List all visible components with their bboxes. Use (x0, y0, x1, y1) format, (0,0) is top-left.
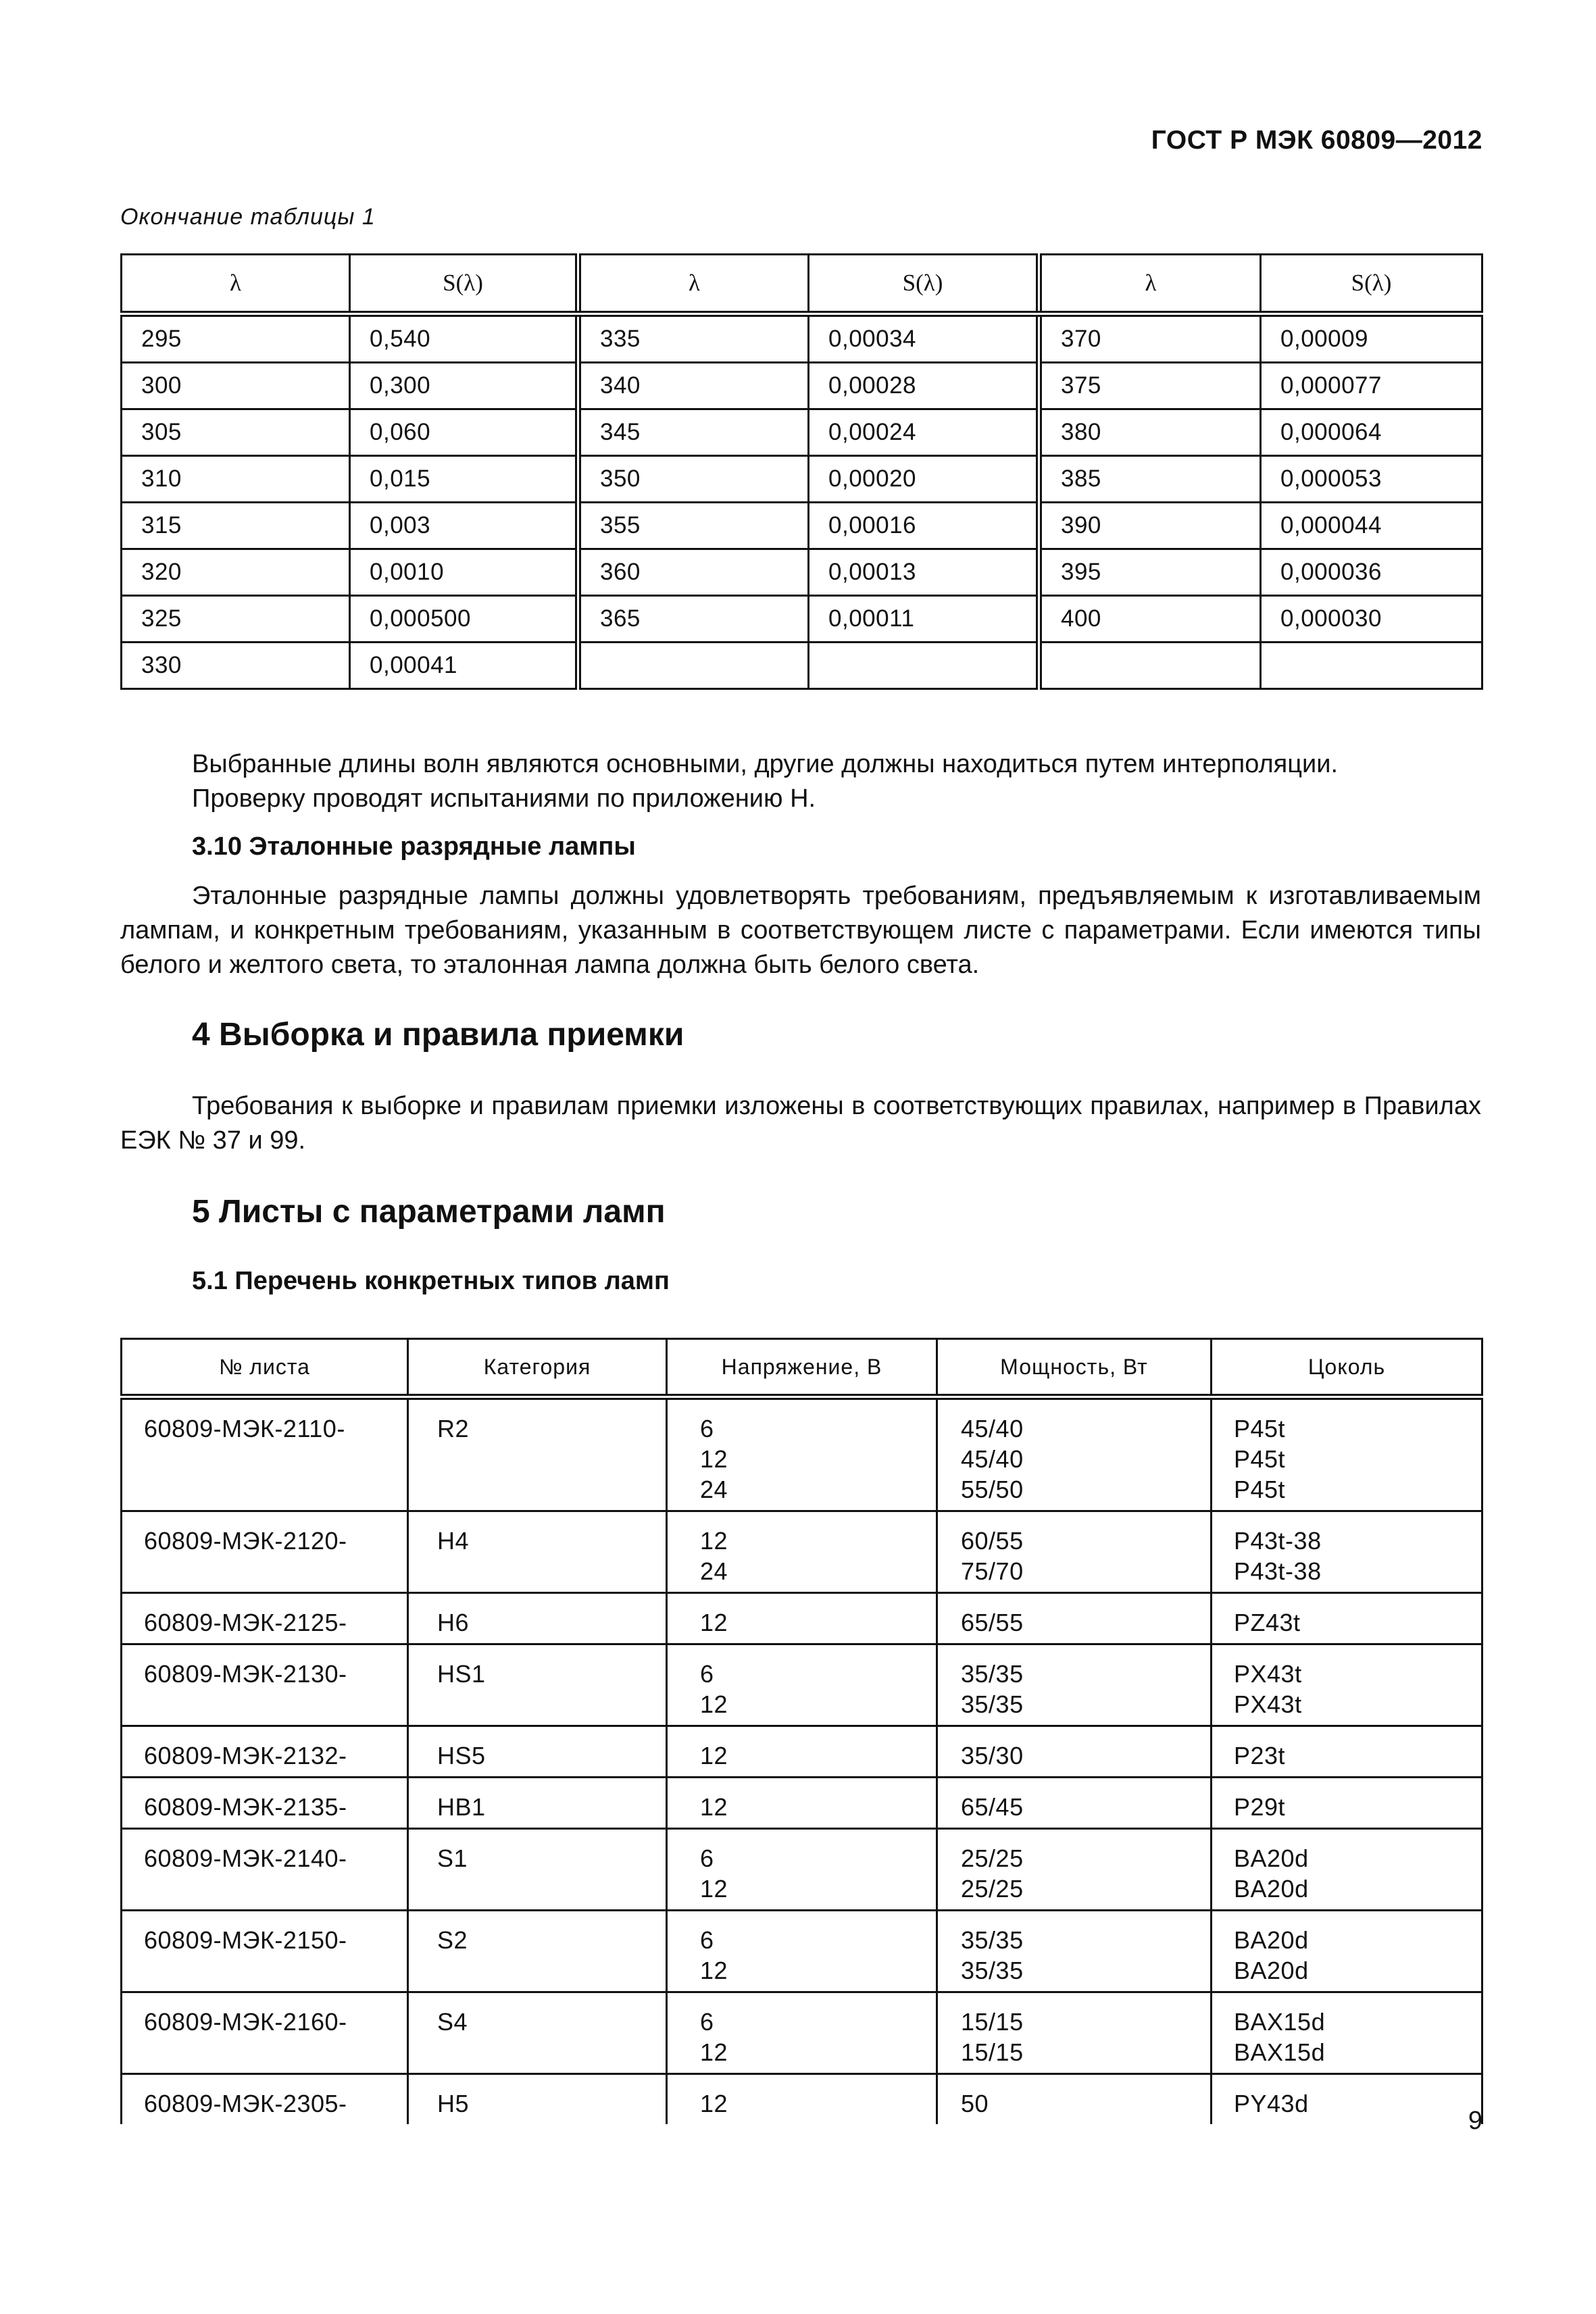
cell-base (1212, 1911, 1482, 1992)
cell-wavelength: 375 (1039, 363, 1261, 409)
page-number: 9 (1468, 2107, 1482, 2135)
cell-power (937, 1829, 1212, 1911)
cell-wavelength: 350 (578, 456, 809, 503)
cell-base-line: PZ43t (1234, 1609, 1301, 1636)
cell-s-lambda: 0,000064 (1261, 409, 1482, 456)
cell-wavelength: 395 (1039, 549, 1261, 596)
cell-wavelength: 305 (122, 409, 350, 456)
cell-s-lambda: 0,00024 (809, 409, 1039, 456)
cell-wavelength: 400 (1039, 596, 1261, 643)
cell-wavelength: 355 (578, 503, 809, 549)
cell-base-line: BA20d (1234, 1844, 1309, 1872)
cell-power-line: 35/35 (961, 1926, 1024, 1954)
cell-base (1212, 1511, 1482, 1593)
cell-wavelength: 385 (1039, 456, 1261, 503)
cell-s-lambda: 0,003 (350, 503, 578, 549)
cell-base-line: PX43t (1234, 1690, 1302, 1718)
cell-base (1212, 2074, 1482, 2125)
cell-voltage-line: 12 (700, 1445, 728, 1473)
cell-voltage-line: 12 (700, 2090, 728, 2117)
cell-power (937, 1726, 1212, 1778)
cell-voltage-line: 6 (700, 2008, 714, 2036)
section-heading-3-10: 3.10 Эталонные разрядные лампы (192, 832, 636, 861)
cell-sheet-number: 60809-МЭК-2132- (122, 1726, 408, 1778)
lamp-table-header (122, 1339, 1482, 1397)
cell-category: R2 (408, 1397, 667, 1511)
cell-s-lambda: 0,015 (350, 456, 578, 503)
cell-s-lambda: 0,00011 (809, 596, 1039, 643)
cell-voltage-line: 12 (700, 1875, 728, 1903)
cell-power-line: 65/45 (961, 1793, 1024, 1821)
cell-voltage (667, 1593, 937, 1644)
cell-voltage-line: 12 (700, 2038, 728, 2066)
cell-sheet-number: 60809-МЭК-2140- (122, 1829, 408, 1911)
cell-s-lambda: 0,000053 (1261, 456, 1482, 503)
cell-voltage (667, 1778, 937, 1829)
lamp-table-row (122, 1992, 1482, 2074)
cell-voltage-line: 12 (700, 1742, 728, 1769)
cell-s-lambda (809, 643, 1039, 689)
cell-power-line: 55/50 (961, 1476, 1024, 1503)
cell-sheet-number: 60809-МЭК-2150- (122, 1911, 408, 1992)
cell-s-lambda: 0,00041 (350, 643, 578, 689)
cell-base-line: BAX15d (1234, 2008, 1326, 2036)
cell-sheet-number: 60809-МЭК-2135- (122, 1778, 408, 1829)
cell-power (937, 1511, 1212, 1593)
cell-power (937, 1644, 1212, 1726)
cell-wavelength: 330 (122, 643, 350, 689)
cell-category: S4 (408, 1992, 667, 2074)
cell-base-line: P45t (1234, 1415, 1286, 1442)
cell-base-line: PX43t (1234, 1660, 1302, 1688)
cell-voltage-line: 12 (700, 1609, 728, 1636)
header-lambda: λ (1039, 255, 1261, 314)
paragraph-wavelengths: Выбранные длины волн являются основными, другие должны находиться путем интерполяции. (192, 750, 1339, 778)
cell-wavelength: 320 (122, 549, 350, 596)
cell-voltage (667, 1397, 937, 1511)
cell-s-lambda: 0,300 (350, 363, 578, 409)
section-heading-4: 4 Выборка и правила приемки (192, 1017, 684, 1053)
cell-voltage-line: 24 (700, 1476, 728, 1503)
spectral-table-row (122, 643, 1482, 689)
cell-voltage-line: 6 (700, 1926, 714, 1954)
header-sheet-number: № листа (122, 1339, 408, 1397)
spectral-table-header (122, 255, 1482, 314)
cell-wavelength: 295 (122, 314, 350, 363)
cell-power (937, 1397, 1212, 1511)
header-s-lambda: S(λ) (350, 255, 578, 314)
cell-base-line: P45t (1234, 1445, 1286, 1473)
cell-category: S2 (408, 1911, 667, 1992)
paragraph-reference-lamps: Эталонные разрядные лампы должны удовлетворять требованиям, предъявляемым к изготавливаемым лампам, и конкретным требованиям, указанным в соответствующем листе с параметрами. Если имеются типы белого и желтого света, то эталонная лампа должна быть белого света. (120, 882, 1481, 979)
cell-s-lambda: 0,00013 (809, 549, 1039, 596)
lamp-table-row (122, 1644, 1482, 1726)
cell-sheet-number: 60809-МЭК-2305- (122, 2074, 408, 2125)
cell-s-lambda: 0,00034 (809, 314, 1039, 363)
cell-s-lambda: 0,000030 (1261, 596, 1482, 643)
cell-category: HS1 (408, 1644, 667, 1726)
cell-power-line: 15/15 (961, 2008, 1024, 2036)
cell-power-line: 60/55 (961, 1527, 1024, 1555)
cell-sheet-number: 60809-МЭК-2130- (122, 1644, 408, 1726)
lamp-table-row (122, 1511, 1482, 1593)
cell-category: HB1 (408, 1778, 667, 1829)
cell-base (1212, 1593, 1482, 1644)
table-caption: Окончание таблицы 1 (120, 204, 376, 230)
cell-voltage-line: 12 (700, 1690, 728, 1718)
section-heading-5: 5 Листы с параметрами ламп (192, 1194, 666, 1230)
cell-wavelength: 315 (122, 503, 350, 549)
cell-base-line: P29t (1234, 1793, 1286, 1821)
cell-s-lambda: 0,000077 (1261, 363, 1482, 409)
cell-base-line: BA20d (1234, 1957, 1309, 1984)
cell-base (1212, 1397, 1482, 1511)
cell-base-line: P45t (1234, 1476, 1286, 1503)
cell-sheet-number: 60809-МЭК-2120- (122, 1511, 408, 1593)
cell-voltage-line: 12 (700, 1527, 728, 1555)
header-lambda: λ (578, 255, 809, 314)
cell-voltage (667, 1511, 937, 1593)
cell-sheet-number: 60809-МЭК-2160- (122, 1992, 408, 2074)
spectral-table-row (122, 549, 1482, 596)
cell-power (937, 1593, 1212, 1644)
cell-voltage (667, 1644, 937, 1726)
lamp-table-row (122, 1778, 1482, 1829)
cell-base (1212, 1644, 1482, 1726)
cell-s-lambda: 0,0010 (350, 549, 578, 596)
cell-sheet-number: 60809-МЭК-2125- (122, 1593, 408, 1644)
lamp-table-row (122, 1726, 1482, 1778)
cell-power (937, 1778, 1212, 1829)
cell-base (1212, 1726, 1482, 1778)
spectral-table (120, 253, 1483, 690)
cell-power-line: 25/25 (961, 1875, 1024, 1903)
cell-wavelength: 360 (578, 549, 809, 596)
cell-category: S1 (408, 1829, 667, 1911)
header-power: Мощность, Вт (937, 1339, 1212, 1397)
cell-wavelength: 325 (122, 596, 350, 643)
cell-s-lambda: 0,00020 (809, 456, 1039, 503)
cell-sheet-number: 60809-МЭК-2110- (122, 1397, 408, 1511)
header-s-lambda: S(λ) (809, 255, 1039, 314)
header-voltage: Напряжение, В (667, 1339, 937, 1397)
cell-base-line: P43t-38 (1234, 1527, 1322, 1555)
cell-s-lambda: 0,00009 (1261, 314, 1482, 363)
cell-base-line: BA20d (1234, 1875, 1309, 1903)
cell-power-line: 35/35 (961, 1690, 1024, 1718)
cell-voltage-line: 6 (700, 1415, 714, 1442)
cell-wavelength: 345 (578, 409, 809, 456)
cell-base-line: BA20d (1234, 1926, 1309, 1954)
cell-power-line: 45/40 (961, 1445, 1024, 1473)
cell-power-line: 75/70 (961, 1557, 1024, 1585)
cell-s-lambda: 0,060 (350, 409, 578, 456)
spectral-table-row (122, 596, 1482, 643)
cell-wavelength: 335 (578, 314, 809, 363)
header-s-lambda: S(λ) (1261, 255, 1482, 314)
cell-power (937, 2074, 1212, 2125)
cell-wavelength (578, 643, 809, 689)
cell-s-lambda: 0,000500 (350, 596, 578, 643)
spectral-table-row (122, 503, 1482, 549)
cell-voltage (667, 1992, 937, 2074)
cell-wavelength (1039, 643, 1261, 689)
cell-s-lambda: 0,000044 (1261, 503, 1482, 549)
cell-power-line: 35/35 (961, 1957, 1024, 1984)
cell-wavelength: 340 (578, 363, 809, 409)
header-base: Цоколь (1212, 1339, 1482, 1397)
cell-voltage-line: 6 (700, 1660, 714, 1688)
cell-s-lambda: 0,000036 (1261, 549, 1482, 596)
cell-category: HS5 (408, 1726, 667, 1778)
lamp-table-row (122, 2074, 1482, 2125)
cell-power-line: 15/15 (961, 2038, 1024, 2066)
cell-power-line: 45/40 (961, 1415, 1024, 1442)
cell-power (937, 1911, 1212, 1992)
cell-voltage-line: 24 (700, 1557, 728, 1585)
cell-voltage (667, 1829, 937, 1911)
header-category: Категория (408, 1339, 667, 1397)
section-heading-5-1: 5.1 Перечень конкретных типов ламп (192, 1267, 670, 1295)
lamp-table-row (122, 1397, 1482, 1511)
cell-s-lambda: 0,540 (350, 314, 578, 363)
cell-voltage (667, 1726, 937, 1778)
cell-power-line: 25/25 (961, 1844, 1024, 1872)
cell-s-lambda: 0,00028 (809, 363, 1039, 409)
cell-base-line: P43t-38 (1234, 1557, 1322, 1585)
cell-s-lambda: 0,00016 (809, 503, 1039, 549)
cell-s-lambda (1261, 643, 1482, 689)
cell-power-line: 35/30 (961, 1742, 1024, 1769)
cell-voltage-line: 12 (700, 1793, 728, 1821)
spectral-table-row (122, 456, 1482, 503)
cell-wavelength: 365 (578, 596, 809, 643)
cell-voltage-line: 12 (700, 1957, 728, 1984)
spectral-table-row (122, 409, 1482, 456)
lamp-table-row (122, 1829, 1482, 1911)
paragraph-sampling: Требования к выборке и правилам приемки изложены в соответствующих правилах, например в Правилах ЕЭК № 37 и 99. (120, 1092, 1481, 1155)
cell-base (1212, 1992, 1482, 2074)
spectral-table-row (122, 314, 1482, 363)
cell-power-line: 35/35 (961, 1660, 1024, 1688)
spectral-table-row (122, 363, 1482, 409)
cell-voltage (667, 2074, 937, 2125)
cell-wavelength: 310 (122, 456, 350, 503)
cell-voltage-line: 6 (700, 1844, 714, 1872)
header-lambda: λ (122, 255, 350, 314)
cell-wavelength: 380 (1039, 409, 1261, 456)
cell-wavelength: 300 (122, 363, 350, 409)
cell-base (1212, 1829, 1482, 1911)
cell-power-line: 65/55 (961, 1609, 1024, 1636)
cell-wavelength: 370 (1039, 314, 1261, 363)
document-code: ГОСТ Р МЭК 60809—2012 (1151, 126, 1482, 155)
lamp-table-row (122, 1593, 1482, 1644)
cell-base (1212, 1778, 1482, 1829)
cell-category: H5 (408, 2074, 667, 2125)
paragraph-check: Проверку проводят испытаниями по приложению Н. (192, 784, 816, 813)
lamp-types-table (120, 1338, 1483, 2124)
cell-base-line: BAX15d (1234, 2038, 1326, 2066)
lamp-table-row (122, 1911, 1482, 1992)
cell-base-line: P23t (1234, 1742, 1286, 1769)
cell-voltage (667, 1911, 937, 1992)
cell-wavelength: 390 (1039, 503, 1261, 549)
cell-category: H6 (408, 1593, 667, 1644)
cell-power (937, 1992, 1212, 2074)
cell-base-line: PY43d (1234, 2090, 1309, 2117)
cell-category: H4 (408, 1511, 667, 1593)
cell-power-line: 50 (961, 2090, 989, 2117)
